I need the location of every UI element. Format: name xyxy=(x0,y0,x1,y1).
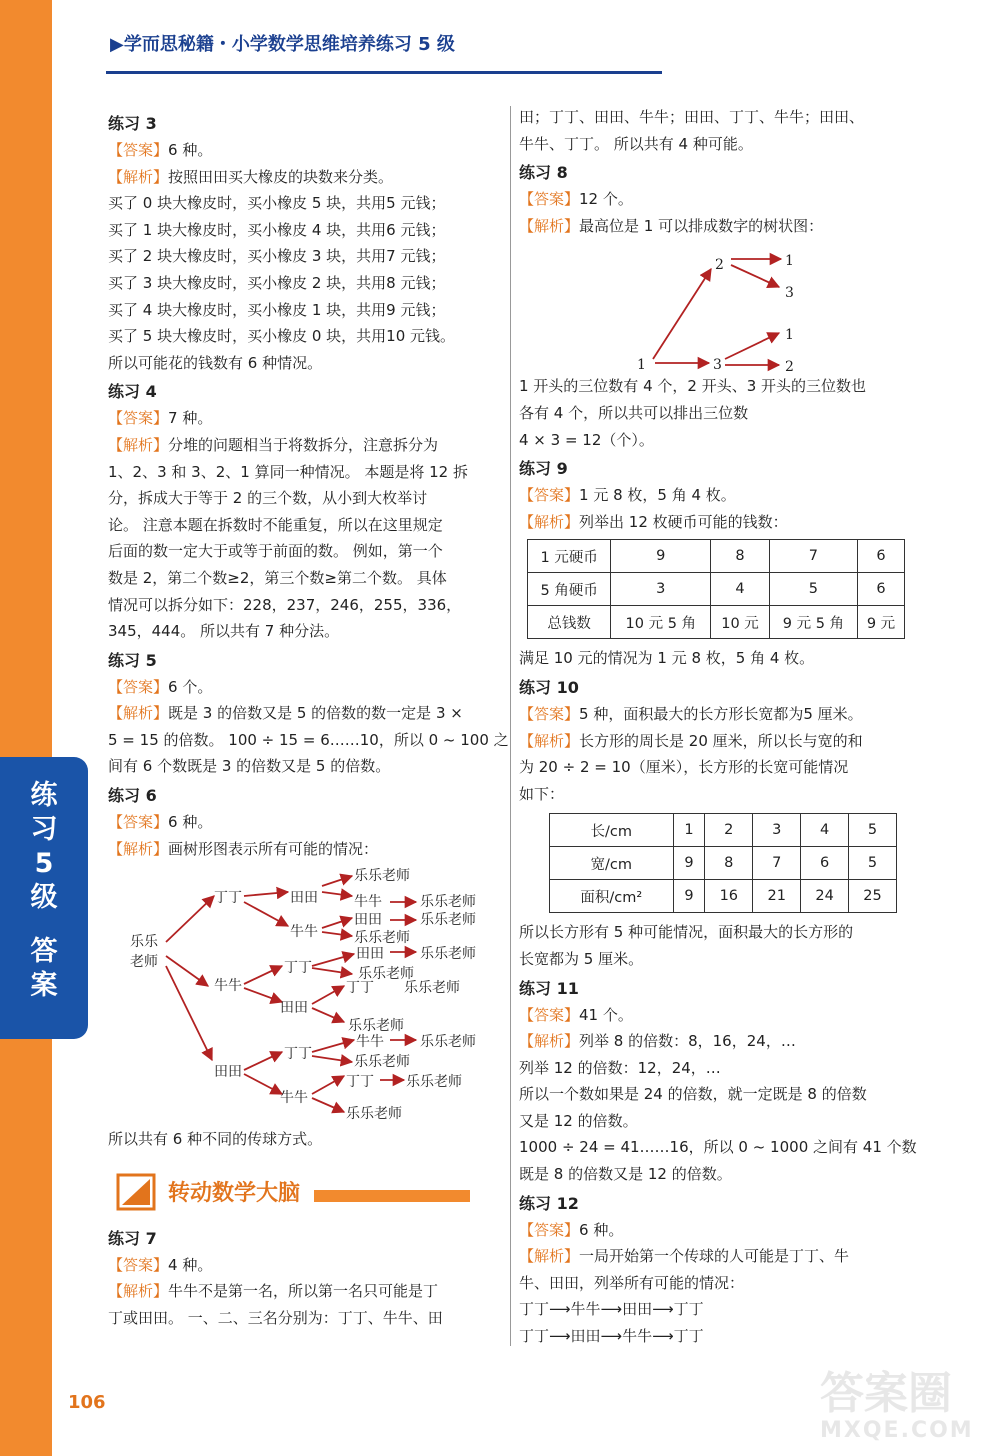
watermark-logo xyxy=(820,1370,990,1450)
table-cell: 5 xyxy=(849,847,897,880)
exercise-title: 练习 8 xyxy=(519,163,568,183)
table-cell: 4 xyxy=(711,573,770,606)
tree-digit: 1 xyxy=(785,253,794,270)
table-cell: 4 xyxy=(801,814,849,847)
side-tab-char: 答 xyxy=(30,936,58,967)
analysis-tag: 【解析】 xyxy=(108,839,169,858)
text-line: 1、2、3 和 3、2、1 算同一种情况。 本题是将 12 拆 xyxy=(108,462,468,481)
analysis-tag: 【解析】 xyxy=(519,1032,580,1051)
table-cell: 9 xyxy=(611,540,711,573)
analysis-tag: 【解析】 xyxy=(519,512,580,531)
exercise-title: 练习 3 xyxy=(108,114,157,133)
text-line: 所以共有 6 种不同的传球方式。 xyxy=(108,1130,323,1149)
analysis-line xyxy=(519,1028,919,1055)
tree-node: 田田 xyxy=(290,890,318,907)
analysis-line xyxy=(108,836,503,863)
text-line: 长宽都为 5 厘米。 xyxy=(519,949,644,968)
text-line: 情况可以拆分如下：228，237，246，255，336， xyxy=(108,595,462,614)
tree-node: 乐乐老师 xyxy=(420,912,476,929)
tree-node: 田田 xyxy=(356,946,384,963)
analysis-text: 画树形图表示所有可能的情况： xyxy=(168,839,379,858)
text-line: 345，444。 所以共有 7 种分法。 xyxy=(108,622,340,641)
table-cell: 1 xyxy=(673,814,705,847)
tree-node: 牛牛 xyxy=(214,978,242,995)
analysis-tag: 【解析】 xyxy=(108,1282,169,1301)
answer-tag: 【答案】 xyxy=(108,141,169,159)
header-rule xyxy=(106,71,662,74)
seq-item: 田田 xyxy=(622,1300,653,1319)
table-cell: 24 xyxy=(801,880,849,913)
text-line: 1 开头的三位数有 4 个，2 开头、3 开头的三位数也 xyxy=(519,377,867,396)
table-cell: 16 xyxy=(705,880,753,913)
tree-node: 田田 xyxy=(214,1064,242,1081)
table-cell: 9 元 xyxy=(858,606,905,639)
tree-digit: 1 xyxy=(785,327,794,344)
tree-node: 乐乐老师 xyxy=(420,1034,476,1051)
tree-node: 丁丁 xyxy=(346,980,374,997)
text-line: 5 = 15 的倍数。 100 ÷ 15 = 6……10，所以 0 ~ 100 之 xyxy=(108,730,509,749)
tree-node: 丁丁 xyxy=(346,1074,374,1091)
table-cell: 长/cm xyxy=(550,814,674,847)
answer-line xyxy=(519,1217,919,1244)
text-line: 间有 6 个数既是 3 的倍数又是 5 的倍数。 xyxy=(108,757,391,776)
answer-line xyxy=(108,137,503,164)
table-cell: 1 元硬币 xyxy=(528,540,611,573)
text-line: 列举 12 的倍数：12，24，… xyxy=(519,1058,721,1077)
table-row xyxy=(528,606,905,639)
table-cell: 6 xyxy=(801,847,849,880)
text-line: 买了 5 块大橡皮时，买小橡皮 0 块，共用10 元钱。 xyxy=(108,327,456,346)
tree-digit: 2 xyxy=(785,359,794,374)
tree-node: 乐乐老师 xyxy=(354,930,410,947)
analysis-line xyxy=(108,432,503,459)
answer-tag: 【答案】 xyxy=(108,813,169,832)
seq-arrow-icon: ⟶ xyxy=(600,1327,623,1346)
seq-item: 丁丁 xyxy=(673,1300,704,1319)
watermark-url: MXQE.COM xyxy=(820,1418,974,1443)
section-title: 转动数学大脑 xyxy=(168,1181,301,1207)
answer-tag: 【答案】 xyxy=(108,677,169,696)
right-column xyxy=(519,104,919,1350)
answer-tag: 【答案】 xyxy=(108,1255,169,1274)
text-line: 数是 2，第二个数≥2，第三个数≥第二个数。 具体 xyxy=(108,568,447,587)
answer-line xyxy=(108,809,503,836)
text-line: 所以可能花的钱数有 6 种情况。 xyxy=(108,353,323,372)
digit-tree-diagram xyxy=(519,239,919,373)
answer-text: 5 种，面积最大的长方形长宽都为5 厘米。 xyxy=(579,704,863,723)
tree-root-line2: 老师 xyxy=(130,954,158,971)
tree-node: 丁丁 xyxy=(214,890,242,907)
analysis-line xyxy=(519,509,919,536)
tree-digit: 1 xyxy=(637,357,646,374)
text-line: 后面的数一定大于或等于前面的数。 例如，第一个 xyxy=(108,542,443,561)
analysis-text: 列举出 12 枚硬币可能的钱数： xyxy=(579,512,788,531)
seq-arrow-icon: ⟶ xyxy=(652,1300,674,1319)
seq-item: 丁丁 xyxy=(673,1327,704,1346)
side-tab-char: 练 xyxy=(30,780,58,811)
text-line: 又是 12 的倍数。 xyxy=(519,1111,638,1130)
answer-line xyxy=(108,1252,503,1279)
seq-item: 田田 xyxy=(570,1327,601,1346)
analysis-line xyxy=(108,1278,503,1305)
side-tab-char: 习 xyxy=(30,814,58,845)
table-row xyxy=(528,540,905,573)
analysis-text: 最高位是 1 可以排成数字的树状图： xyxy=(579,216,824,235)
text-line: 满足 10 元的情况为 1 元 8 枚，5 角 4 枚。 xyxy=(519,649,815,668)
answer-line xyxy=(108,674,503,701)
analysis-line xyxy=(519,1243,919,1270)
seq-arrow-icon: ⟶ xyxy=(549,1300,571,1319)
text-line: 论。 注意本题在拆数时不能重复，所以在这里规定 xyxy=(108,515,443,534)
table-cell: 5 xyxy=(769,573,857,606)
seq-item: 牛牛 xyxy=(570,1300,601,1319)
table-row xyxy=(550,880,897,913)
seq-arrow-icon: ⟶ xyxy=(549,1327,571,1346)
page-number: 106 xyxy=(68,1392,106,1413)
table-row xyxy=(550,847,897,880)
text-line: 买了 2 块大橡皮时，买小橡皮 3 块，共用7 元钱； xyxy=(108,247,446,266)
side-tab-char: 5 xyxy=(34,848,54,879)
analysis-tag: 【解析】 xyxy=(108,435,169,454)
seq-item: 丁丁 xyxy=(519,1327,550,1346)
table-cell: 7 xyxy=(753,847,801,880)
tree-node: 乐乐老师 xyxy=(406,1074,462,1091)
analysis-text: 按照田田买大橡皮的块数来分类。 xyxy=(168,167,394,186)
analysis-tag: 【解析】 xyxy=(519,216,580,235)
answer-text: 7 种。 xyxy=(168,409,213,428)
pass-sequence xyxy=(519,1323,919,1350)
answer-text: 12 个。 xyxy=(579,190,633,209)
analysis-line xyxy=(519,213,919,240)
analysis-text: 列举 8 的倍数：8，16，24，… xyxy=(579,1032,796,1051)
answer-tag: 【答案】 xyxy=(519,486,580,505)
side-tab-gap xyxy=(0,915,88,935)
rectangle-table xyxy=(549,813,897,913)
text-line: 如下： xyxy=(519,784,565,803)
table-cell: 10 元 5 角 xyxy=(611,606,711,639)
text-line: 牛、田田，列举所有可能的情况： xyxy=(519,1273,745,1292)
table-row xyxy=(528,573,905,606)
section-bar xyxy=(314,1190,470,1202)
tree-node: 田田 xyxy=(280,1000,308,1017)
table-cell: 宽/cm xyxy=(550,847,674,880)
answer-text: 1 元 8 枚，5 角 4 枚。 xyxy=(579,486,736,505)
text-line: 既是 8 的倍数又是 12 的倍数。 xyxy=(519,1165,732,1184)
text-line: 所以一个数如果是 24 的倍数，就一定既是 8 的倍数 xyxy=(519,1085,867,1104)
text-line: 买了 0 块大橡皮时，买小橡皮 5 块，共用5 元钱； xyxy=(108,194,446,213)
table-cell: 25 xyxy=(849,880,897,913)
answer-line xyxy=(519,482,919,509)
text-line: 为 20 ÷ 2 = 10（厘米），长方形的长宽可能情况 xyxy=(519,758,849,777)
table-cell: 8 xyxy=(711,540,770,573)
analysis-text: 一局开始第一个传球的人可能是丁丁、牛 xyxy=(579,1247,850,1266)
side-tab-char: 级 xyxy=(30,882,58,913)
answer-line xyxy=(519,701,919,728)
section-header xyxy=(116,1173,503,1211)
tree-node: 乐乐老师 xyxy=(354,1054,410,1071)
tree-root-line1: 乐乐 xyxy=(130,934,158,951)
analysis-line xyxy=(108,164,503,191)
table-cell: 2 xyxy=(705,814,753,847)
tree-node: 乐乐老师 xyxy=(420,894,476,911)
answer-tag: 【答案】 xyxy=(108,409,169,428)
section-logo-icon xyxy=(116,1173,158,1211)
tree-node: 乐乐老师 xyxy=(420,946,476,963)
exercise-title: 练习 6 xyxy=(108,786,157,806)
tree-digit: 3 xyxy=(713,357,722,374)
text-line: 丁或田田。 一、二、三名分别为：丁丁、牛牛、田 xyxy=(108,1309,443,1328)
tree-node: 丁丁 xyxy=(284,960,312,977)
answer-tag: 【答案】 xyxy=(519,1220,580,1239)
answer-tag: 【答案】 xyxy=(519,190,580,209)
tree-node: 牛牛 xyxy=(354,894,382,911)
orange-side-strip xyxy=(0,0,52,1456)
text-line: 田；丁丁、田田、牛牛；田田、丁丁、牛牛；田田、 xyxy=(519,108,865,126)
side-tab xyxy=(0,757,88,1039)
analysis-tag: 【解析】 xyxy=(108,704,169,723)
table-cell: 9 xyxy=(673,880,705,913)
table-row xyxy=(550,814,897,847)
exercise-title: 练习 10 xyxy=(519,677,579,697)
page-header: ▶学而思秘籍・小学数学思维培养练习 5 级 xyxy=(110,34,455,55)
exercise-title: 练习 5 xyxy=(108,650,157,670)
text-line: 买了 3 块大橡皮时，买小橡皮 2 块，共用8 元钱； xyxy=(108,273,446,292)
watermark-text: 答案圈 xyxy=(820,1368,952,1419)
analysis-text: 长方形的周长是 20 厘米，所以长与宽的和 xyxy=(579,731,863,750)
table-cell: 8 xyxy=(705,847,753,880)
answer-line xyxy=(108,405,503,432)
tree-node: 牛牛 xyxy=(280,1090,308,1107)
table-cell: 7 xyxy=(769,540,857,573)
table-cell: 面积/cm² xyxy=(550,880,674,913)
table-cell: 6 xyxy=(858,540,905,573)
text-line: 买了 1 块大橡皮时，买小橡皮 4 块，共用6 元钱； xyxy=(108,220,446,239)
text-line: 4 × 3 = 12（个）。 xyxy=(519,430,654,449)
table-cell: 6 xyxy=(858,573,905,606)
answer-line xyxy=(519,186,919,213)
answer-tag: 【答案】 xyxy=(519,1005,580,1024)
tree-node: 乐乐老师 xyxy=(358,966,414,983)
analysis-text: 分堆的问题相当于将数拆分，注意拆分为 xyxy=(168,435,439,454)
answer-text: 6 种。 xyxy=(168,141,213,159)
seq-arrow-icon: ⟶ xyxy=(600,1300,623,1319)
left-column xyxy=(108,108,509,1332)
analysis-tag: 【解析】 xyxy=(108,167,169,186)
answer-text: 6 种。 xyxy=(168,813,213,832)
text-line: 1000 ÷ 24 = 41……16，所以 0 ~ 1000 之间有 41 个数 xyxy=(519,1138,917,1157)
exercise-title: 练习 9 xyxy=(519,459,568,479)
table-cell: 9 xyxy=(673,847,705,880)
pass-sequence xyxy=(519,1296,919,1323)
text-line: 买了 4 块大橡皮时，买小橡皮 1 块，共用9 元钱； xyxy=(108,300,446,319)
table-cell: 21 xyxy=(753,880,801,913)
exercise-title: 练习 4 xyxy=(108,382,157,402)
answer-tag: 【答案】 xyxy=(519,704,580,723)
analysis-text: 牛牛不是第一名，所以第一名只可能是丁 xyxy=(168,1282,439,1301)
tree-digit: 2 xyxy=(715,257,724,274)
tree-node: 乐乐老师 xyxy=(354,868,410,885)
exercise-title: 练习 7 xyxy=(108,1228,157,1248)
column-divider xyxy=(510,106,511,1346)
text-line: 所以长方形有 5 种可能情况，面积最大的长方形的 xyxy=(519,923,854,942)
analysis-text: 既是 3 的倍数又是 5 的倍数的数一定是 3 × xyxy=(168,704,463,723)
tree-node: 乐乐老师 xyxy=(346,1106,402,1123)
answer-line xyxy=(519,1002,919,1029)
answer-text: 4 种。 xyxy=(168,1255,213,1274)
table-cell: 3 xyxy=(611,573,711,606)
exercise-title: 练习 12 xyxy=(519,1193,579,1213)
tree-node: 丁丁 xyxy=(284,1046,312,1063)
table-cell: 10 元 xyxy=(711,606,770,639)
coin-table xyxy=(527,539,905,639)
tree-node: 田田 xyxy=(354,912,382,929)
table-cell: 5 xyxy=(849,814,897,847)
text-line: 分，拆成大于等于 2 的三个数，从小到大枚举讨 xyxy=(108,489,428,508)
side-tab-char: 案 xyxy=(30,970,58,1001)
table-cell: 总钱数 xyxy=(528,606,611,639)
seq-arrow-icon: ⟶ xyxy=(652,1327,674,1346)
exercise-title: 练习 11 xyxy=(519,978,579,998)
table-cell: 9 元 5 角 xyxy=(769,606,857,639)
tree-node: 乐乐老师 xyxy=(348,1018,404,1035)
seq-item: 牛牛 xyxy=(622,1327,653,1346)
answer-text: 41 个。 xyxy=(579,1005,633,1024)
answer-text: 6 个。 xyxy=(168,677,213,696)
seq-item: 丁丁 xyxy=(519,1300,550,1319)
tree-node: 牛牛 xyxy=(356,1034,384,1051)
table-cell: 3 xyxy=(753,814,801,847)
tree-node: 牛牛 xyxy=(290,924,318,941)
answer-text: 6 种。 xyxy=(579,1220,624,1239)
analysis-tag: 【解析】 xyxy=(519,731,580,750)
ball-passing-tree-diagram xyxy=(108,862,503,1124)
analysis-line xyxy=(108,700,503,727)
analysis-tag: 【解析】 xyxy=(519,1247,580,1266)
tree-node: 乐乐老师 xyxy=(404,980,460,997)
text-line: 牛牛、丁丁。 所以共有 4 种可能。 xyxy=(519,134,753,153)
text-line: 各有 4 个，所以共可以排出三位数 xyxy=(519,403,749,422)
analysis-line xyxy=(519,728,919,755)
tree-digit: 3 xyxy=(785,285,794,302)
table-cell: 5 角硬币 xyxy=(528,573,611,606)
